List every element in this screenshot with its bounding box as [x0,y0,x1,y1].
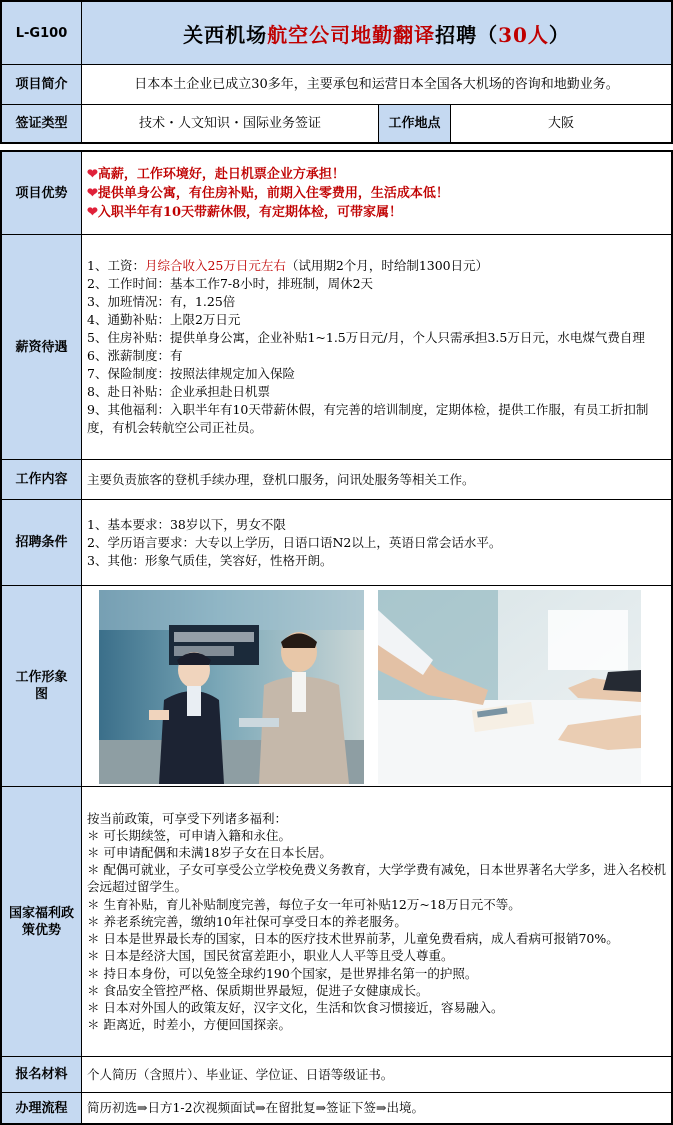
salary-item: 2、工作时间：基本工作7-8小时，排班制，周休2天 [87,276,374,291]
materials-row [2,1057,671,1093]
requirements-list [82,500,671,585]
welfare-item: ＊ 食品安全管控严格、保质期世界最短，促进子女健康成长。 [87,982,429,998]
images-area [82,586,671,786]
title-highlight: 航空公司地勤翻译 [267,22,436,47]
header-table [0,0,673,144]
requirements-label: 招聘条件 [2,500,82,585]
job-code: L-G100 [2,2,82,64]
heart-icon: ❤ [87,185,98,201]
welfare-item: ＊ 养老系统完善，缴纳10年社保可享受日本的养老服务。 [87,913,407,929]
salary-list [82,235,671,459]
advantage-item: ❤高薪，工作环境好，赴日机票企业方承担！ [87,166,345,182]
requirement-item: 3、其他：形象气质佳，笑容好，性格开朗。 [87,552,333,568]
advantage-item: ❤入职半年有10天带薪休假，有定期体检，可带家属！ [87,204,402,220]
welfare-item: ＊ 可申请配偶和未满18岁子女在日本长居。 [87,845,332,861]
advantages-row [2,152,671,235]
visa-label: 签证类型 [2,105,82,142]
salary-label: 薪资待遇 [2,235,82,459]
salary-item: 3、加班情况：有，1.25倍 [87,294,236,309]
welfare-item: ＊ 可长期续签，可申请入籍和永住。 [87,827,291,843]
process-label: 办理流程 [2,1093,82,1123]
requirements-row [2,500,671,586]
advantage-item: ❤提供单身公寓，有住房补贴，前期入住零费用，生活成本低！ [87,185,449,201]
welfare-label: 国家福利政策优势 [2,787,82,1056]
job-content-label: 工作内容 [2,460,82,499]
images-label: 工作形象图 [2,586,82,786]
salary-row [2,235,671,460]
welfare-row [2,787,671,1057]
airport-staff-illustration [99,590,364,784]
salary-item: 1、工资：月综合收入25万日元左右（试用期2个月，时给制1300日元） [87,258,489,273]
advantages-label: 项目优势 [2,152,82,234]
materials-label: 报名材料 [2,1057,82,1092]
visa-row [2,105,671,142]
location-label: 工作地点 [379,105,451,142]
visa-value: 技术・人文知识・国际业务签证 [82,105,379,142]
materials-text: 个人简历（含照片）、毕业证、学位证、日语等级证书。 [87,1066,394,1082]
salary-item: 5、住房补贴：提供单身公寓，企业补贴1~1.5万日元/月，个人只需承担3.5万日元，水电煤气费自理 [87,330,645,345]
title-row [2,2,671,65]
requirement-item: 1、基本要求：38岁以下，男女不限 [87,516,286,532]
salary-item: 7、保险制度：按照法律规定加入保险 [87,366,295,381]
salary-item: 4、通勤补贴：上限2万日元 [87,312,241,327]
welfare-item: ＊ 日本是经济大国，国民贫富差距小，职业人人平等且受人尊重。 [87,948,454,964]
salary-item: 6、涨薪制度：有 [87,348,183,363]
passport-counter-illustration [378,590,641,784]
welfare-item: ＊ 日本是世界最长寿的国家，日本的医疗技术世界前茅，儿童免费看病，成人看病可报销70%。 [87,931,619,947]
project-intro-text: 日本本土企业已成立30多年，主要承包和运营日本全国各大机场的咨询和地勤业务。 [134,77,619,92]
welfare-item: ＊ 日本对外国人的政策友好，汉字文化，生活和饮食习惯接近，容易融入。 [87,999,504,1015]
welfare-item: ＊ 配偶可就业，子女可享受公立学校免费义务教育，大学学费有减免，日本世界著名大学多，进入名校机会远超过留学生。 [87,862,666,895]
title-count: 30人 [498,22,549,47]
welfare-item: ＊ 距离近，时差小，方便回国探亲。 [87,1017,291,1033]
airport-staff-photo [99,590,364,784]
passport-counter-photo [378,590,641,784]
main-table [0,150,673,1125]
images-row [2,586,671,787]
welfare-item: ＊ 生育补贴，育儿补贴制度完善，每位子女一年可补贴12万~18万日元不等。 [87,896,521,912]
project-intro-row [2,65,671,105]
welfare-intro: 按当前政策，可享受下列诸多福利： [87,810,288,826]
welfare-item: ＊ 持日本身份，可以免签全球约190个国家，是世界排名第一的护照。 [87,965,478,981]
location-value: 大阪 [547,115,574,131]
job-content-text: 主要负责旅客的登机手续办理，登机口服务，问讯处服务等相关工作。 [87,471,475,487]
heart-icon: ❤ [87,204,98,220]
process-row [2,1093,671,1123]
welfare-list [82,787,671,1056]
project-intro-label: 项目简介 [2,65,82,104]
job-content-row [2,460,671,500]
advantages-list [82,152,671,234]
process-text: 简历初选⇒日方1-2次视频面试⇒在留批复⇒签证下签⇒出境。 [87,1100,425,1115]
salary-item: 9、其他福利：入职半年有10天带薪休假，有完善的培训制度，定期体检，提供工作服，有员工折扣制度，有机会转航空公司正社员。 [87,402,649,435]
page-title: 关西机场 航空公司地勤翻译 招聘（ 30人 ） [82,2,671,64]
requirement-item: 2、学历语言要求：大专以上学历，日语口语N2以上，英语日常会话水平。 [87,534,502,550]
heart-icon: ❤ [87,166,98,182]
salary-item: 8、赴日补贴：企业承担赴日机票 [87,384,270,399]
